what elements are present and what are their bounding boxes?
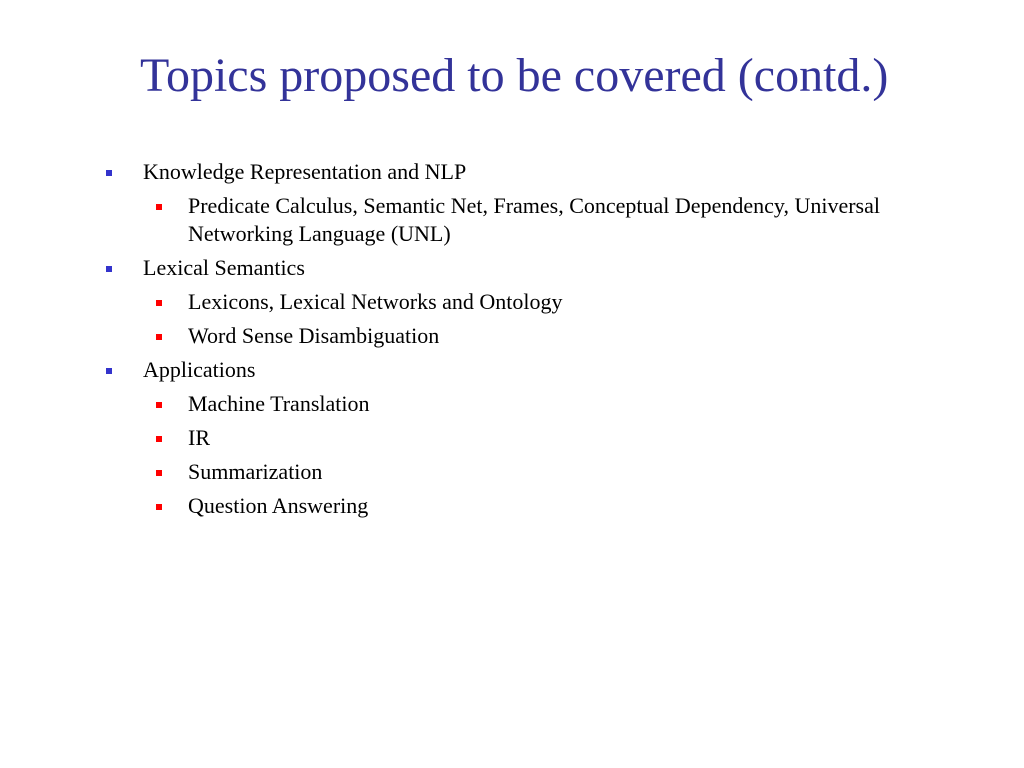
sub-list-item-label: Lexicons, Lexical Networks and Ontology bbox=[188, 289, 563, 314]
square-bullet-icon bbox=[156, 402, 162, 408]
sub-list-item bbox=[143, 458, 922, 486]
list-item-applications bbox=[102, 356, 922, 520]
sub-list-item bbox=[143, 322, 922, 350]
sub-list-item-label: Question Answering bbox=[188, 493, 369, 518]
square-bullet-icon bbox=[156, 204, 162, 210]
sub-list bbox=[143, 192, 922, 248]
sub-list-item bbox=[143, 492, 922, 520]
list-item-label: Knowledge Representation and NLP bbox=[143, 159, 467, 184]
sub-list-item-label: Machine Translation bbox=[188, 391, 370, 416]
square-bullet-icon bbox=[156, 300, 162, 306]
sub-list-item bbox=[143, 192, 922, 248]
list-item-label: Applications bbox=[143, 357, 256, 382]
square-bullet-icon bbox=[106, 266, 112, 272]
square-bullet-icon bbox=[156, 436, 162, 442]
sub-list-item bbox=[143, 424, 922, 452]
sub-list-item-label: Summarization bbox=[188, 459, 323, 484]
square-bullet-icon bbox=[106, 170, 112, 176]
topic-list bbox=[102, 158, 922, 520]
sub-list bbox=[143, 288, 922, 350]
list-item-label: Lexical Semantics bbox=[143, 255, 305, 280]
square-bullet-icon bbox=[156, 334, 162, 340]
sub-list bbox=[143, 390, 922, 520]
square-bullet-icon bbox=[106, 368, 112, 374]
square-bullet-icon bbox=[156, 470, 162, 476]
list-item-lexical-semantics bbox=[102, 254, 922, 350]
sub-list-item bbox=[143, 390, 922, 418]
slide-title: Topics proposed to be covered (contd.) bbox=[140, 49, 889, 102]
sub-list-item-label: IR bbox=[188, 425, 210, 450]
sub-list-item-label: Predicate Calculus, Semantic Net, Frames, Conceptual Dependency, Universal Networking Language (UNL) bbox=[188, 193, 880, 246]
sub-list-item-label: Word Sense Disambiguation bbox=[188, 323, 440, 348]
square-bullet-icon bbox=[156, 504, 162, 510]
sub-list-item bbox=[143, 288, 922, 316]
list-item-knowledge-representation bbox=[102, 158, 922, 248]
